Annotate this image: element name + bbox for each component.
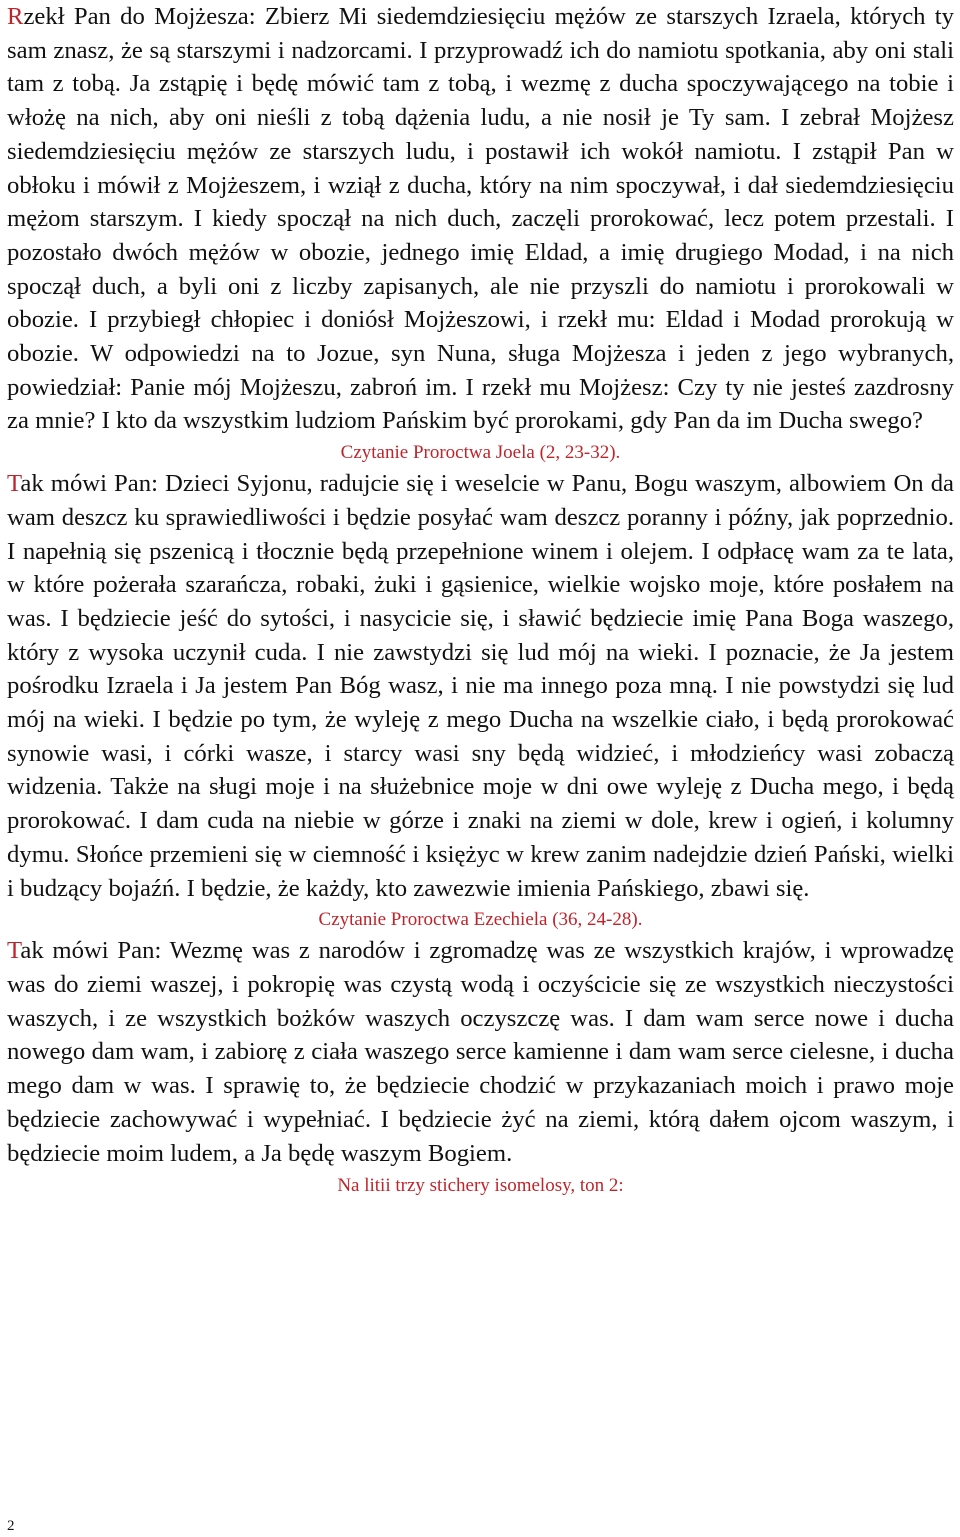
red-initial-letter: R bbox=[7, 3, 24, 30]
paragraph-text: ak mówi Pan: Dzieci Syjonu, radujcie się i weselcie w Panu, Bogu waszym, albowiem On da wam deszcz ku sprawiedliwości i będzie posyłać wam deszcz poranny i późny, jak poprzednio. I napełnią się pszenicą i tłocznie będą przepełnione winem i olejem. I odpłacę wam za te lata, w które pożerała szarańcza, robaki, żuki i gąsienice, wielkie wojsko moje, które posłałem na was. I będziecie jeść do sytości, i nasycicie się, i sławić będziecie imię Pana Boga waszego, który z wysoka uczynił cuda. I nie zawstydzi się lud mój na wieki. I poznacie, że Ja jestem pośrodku Izraela i Ja jestem Pan Bóg wasz, i nie ma innego poza mną. I nie powstydzi się lud mój na wieki. I będzie po tym, że wyleję z mego Ducha na wszelkie ciało, i będą prorokować synowie wasi, i córki wasze, i starcy wasi sny będą widzieć, i młodzieńcy wasi zobaczą widzenia. Także na sługi moje i na służebnice moje w dni owe wyleję z Ducha mego, i będą prorokować. I dam cuda na niebie w górze i znaki na ziemi w dole, krew i ogień, i kolumny dymu. Słońce przemieni się w ciemność i księżyc w krew zanim nadejdzie dzień Pański, wielki i budzący bojaźń. I będzie, że każdy, kto zawezwie imienia Pańskiego, zbawi się. bbox=[7, 470, 954, 902]
heading-title: Na litii trzy stichery isomelosy, ton 2: bbox=[337, 1175, 624, 1197]
reading-paragraph-ezekiel bbox=[7, 934, 954, 1170]
heading-reference: (36, 24-28). bbox=[547, 909, 643, 931]
page-number: 2 bbox=[7, 1518, 15, 1534]
heading-title: Czytanie Proroctwa Ezechiela bbox=[318, 909, 548, 931]
reading-paragraph-joel bbox=[7, 467, 954, 905]
paragraph-text: zekł Pan do Mojżesza: Zbierz Mi siedemdziesięciu mężów ze starszych Izraela, których ty sam znasz, że są starszymi i nadzorcami. I przyprowadź ich do namiotu spotkania, aby oni stali tam z tobą. Ja zstąpię i będę mówić tam z tobą, i wezmę z ducha spoczywającego na tobie i włożę na nich, aby oni nieśli z tobą dążenia ludu, a nie nosił je Ty sam. I zebrał Mojżesz siedemdziesięciu mężów ze starszych ludu, i postawił ich wokół namiotu. I zstąpił Pan w obłoku i mówił z Mojżeszem, i wziął z ducha, który na nim spoczywał, i dał siedemdziesięciu mężom starszym. I kiedy spoczął na nich duch, zaczęli prorokować, lecz potem przestali. I pozostało dwóch mężów w obozie, jednego imię Eldad, a imię drugiego Modad, i na nich spoczął duch, a byli oni z liczby zapisanych, ale nie przyszli do namiotu i prorokowali w obozie. I przybiegł chłopiec i doniósł Mojżeszowi, i rzekł mu: Eldad i Modad prorokują w obozie. W odpowiedzi na to Jozue, syn Nuna, sługa Mojżesza i jeden z jego wybranych, powiedział: Panie mój Mojżeszu, zabroń im. I rzekł mu Mojżesz: Czy ty nie jesteś zazdrosny za mnie? I kto da wszystkim ludziom Pańskim być prorokami, gdy Pan da im Ducha swego? bbox=[7, 3, 954, 435]
red-initial-letter: T bbox=[7, 937, 21, 965]
reading-paragraph-numbers bbox=[7, 0, 954, 438]
reading-heading-ezekiel bbox=[7, 909, 954, 931]
heading-title: Czytanie Proroctwa Joela bbox=[340, 442, 535, 464]
litia-heading bbox=[7, 1175, 954, 1197]
red-initial-letter: T bbox=[7, 470, 21, 498]
heading-reference: (2, 23-32). bbox=[534, 442, 621, 464]
reading-heading-joel bbox=[7, 442, 954, 464]
paragraph-text: ak mówi Pan: Wezmę was z narodów i zgromadzę was ze wszystkich krajów, i wprowadzę was do ziemi waszej, i pokropię was czystą wodą i oczyścicie się ze wszystkich nieczystości waszych, i ze wszystkich bożków waszych oczyszczę was. I dam wam serce nowe i ducha nowego dam wam, i zabiorę z ciała waszego serce kamienne i dam wam serce cielesne, i ducha mego dam w was. I sprawię to, że będziecie chodzić w przykazaniach moich i prawo moje będziecie zachowywać i wypełniać. I będziecie żyć na ziemi, którą dałem ojcom waszym, i będziecie moim ludem, a Ja będę waszym Bogiem. bbox=[7, 937, 954, 1167]
